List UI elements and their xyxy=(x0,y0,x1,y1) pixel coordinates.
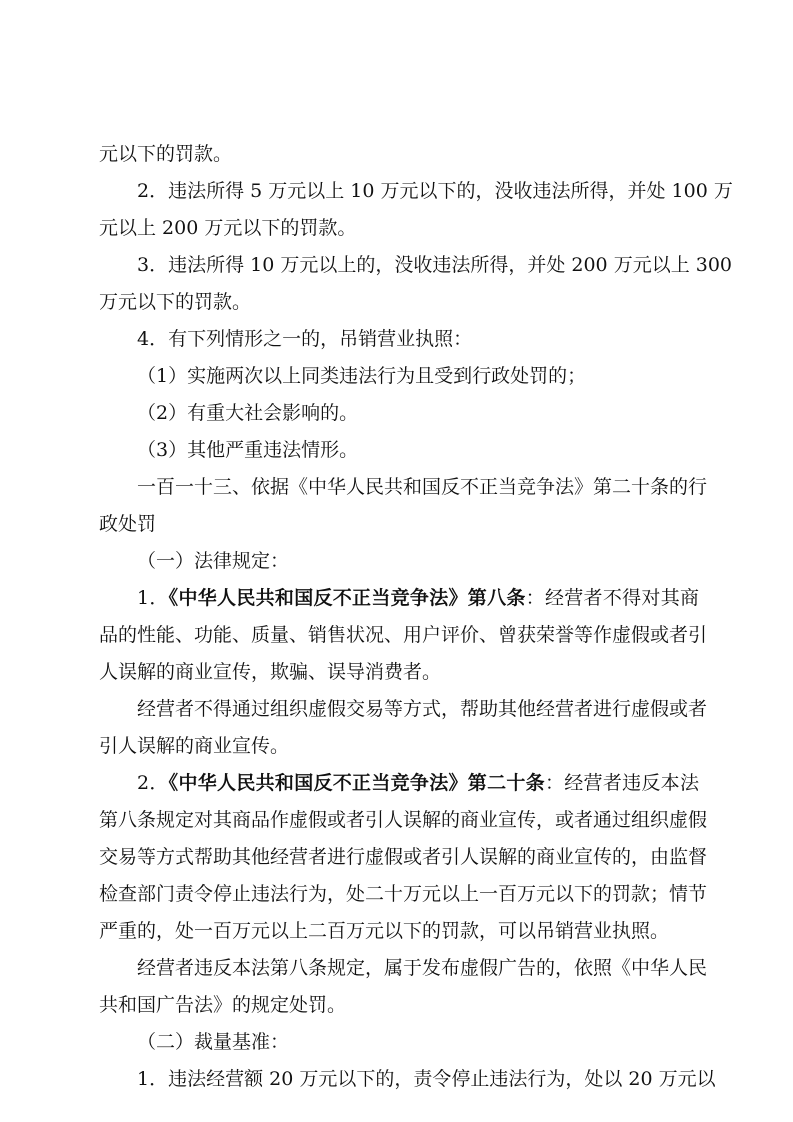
text-line: （1）实施两次以上同类违法行为且受到行政处罚的； xyxy=(137,365,587,387)
subsection-heading: （一）法律规定： xyxy=(137,550,290,572)
text-line: 1．违法经营额 20 万元以下的，责令停止违法行为，处以 20 万元以 xyxy=(137,1068,716,1090)
text-line: 元以下的罚款。 xyxy=(99,143,233,165)
text-line xyxy=(137,769,699,797)
text-line: 共和国广告法》的规定处罚。 xyxy=(99,994,347,1016)
item-number: 2． xyxy=(137,772,169,794)
law-article-title: 《中华人民共和国反不正当竞争法》第二十条 xyxy=(168,772,545,794)
text-line: 元以上 200 万元以下的罚款。 xyxy=(99,217,357,239)
text-line: 引人误解的商业宣传。 xyxy=(99,735,290,757)
text-line xyxy=(137,584,699,612)
text-line: 万元以下的罚款。 xyxy=(99,291,252,313)
text-line: 经营者不得通过组织虚假交易等方式，帮助其他经营者进行虚假或者 xyxy=(137,698,708,720)
text-line: 3．违法所得 10 万元以上的，没收违法所得，并处 200 万元以上 300 xyxy=(137,254,732,276)
subsection-heading: （二）裁量基准： xyxy=(137,1031,290,1053)
text-line: 第八条规定对其商品作虚假或者引人误解的商业宣传，或者通过组织虚假 xyxy=(99,809,708,831)
text-line: 交易等方式帮助其他经营者进行虚假或者引人误解的商业宣传的，由监督 xyxy=(99,846,708,868)
text-line: 4．有下列情形之一的，吊销营业执照： xyxy=(137,328,473,350)
text-line: （3）其他严重违法情形。 xyxy=(137,439,359,461)
law-article-title: 《中华人民共和国反不正当竞争法》第八条 xyxy=(168,587,526,609)
text-span: ：经营者不得对其商 xyxy=(525,587,699,609)
text-line: 2．违法所得 5 万元以上 10 万元以下的，没收违法所得，并处 100 万 xyxy=(137,180,733,202)
item-number: 1． xyxy=(137,587,169,609)
section-heading: 一百一十三、依据《中华人民共和国反不正当竞争法》第二十条的行 xyxy=(137,476,708,498)
text-line: 严重的，处一百万元以上二百万元以下的罚款，可以吊销营业执照。 xyxy=(99,920,670,942)
text-line: 人误解的商业宣传，欺骗、误导消费者。 xyxy=(99,661,442,683)
text-line: （2）有重大社会影响的。 xyxy=(137,402,359,424)
text-line: 经营者违反本法第八条规定，属于发布虚假广告的，依照《中华人民 xyxy=(137,957,708,979)
section-heading: 政处罚 xyxy=(99,513,157,535)
text-span: ：经营者违反本法 xyxy=(544,772,699,794)
text-line: 品的性能、功能、质量、销售状况、用户评价、曾获荣誉等作虚假或者引 xyxy=(99,624,708,646)
text-line: 检查部门责令停止违法行为，处二十万元以上一百万元以下的罚款；情节 xyxy=(99,883,708,905)
